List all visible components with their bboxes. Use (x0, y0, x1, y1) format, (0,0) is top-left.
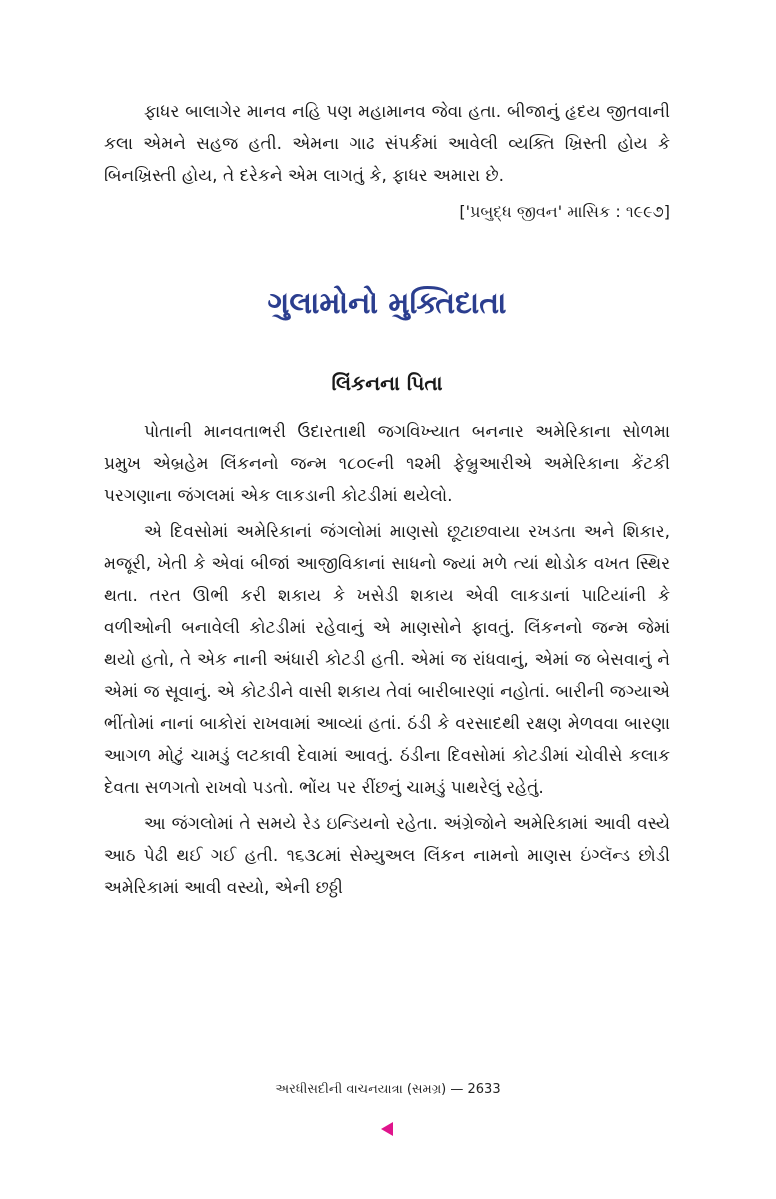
citation: ['પ્રબુદ્ધ જીવન' માસિક : ૧૯૯૭] (459, 202, 670, 221)
intro-paragraph: ફાધર બાલાગેર માનવ નહિ પણ મહામાનવ જેવા હતા. બીજાનું હૃદય જીતવાની કલા એમને સહજ હતી. એમના ગાઢ સંપર્કમાં આવેલી વ્યક્તિ ખ્રિસ્તી હોય કે બિનખ્રિસ્તી હોય, તે દરેકને એમ લાગતું કે, ફાધર અમારા છે. (104, 102, 670, 186)
chapter-body (104, 416, 670, 904)
chapter-title: ગુલામોનો મુક્તિદાતા (267, 286, 507, 321)
body-paragraph: એ દિવસોમાં અમેરિકાનાં જંગલોમાં માણસો છૂટાછવાયા રખડતા અને શિકાર, મજૂરી, ખેતી કે એવાં બીજાં આજીવિકાનાં સાધનો જ્યાં મળે ત્યાં થોડોક વખત સ્થિર થતા. તરત ઊભી કરી શકાય કે ખસેડી શકાય એવી લાકડાનાં પાટિયાંની કે વળીઓની બનાવેલી કોટડીમાં રહેવાનું એ માણસોને ફાવતું. લિંકનનો જન્મ જેમાં થયો હતો, તે એક નાની અંધારી કોટડી હતી. એમાં જ રાંધવાનું, એમાં જ બેસવાનું ને એમાં જ સૂવાનું. એ કોટડીને વાસી શકાય તેવાં બારીબારણાં નહોતાં. બારીની જગ્યાએ ભીંતોમાં નાનાં બાકોરાં રાખવામાં આવ્યાં હતાં. ઠંડી કે વરસાદથી રક્ષણ મેળવવા બારણા આગળ મોટું ચામડું લટકાવી દેવામાં આવતું. ઠંડીના દિવસોમાં કોટડીમાં ચોવીસે કલાક દેવતા સળગતો રાખવો પડતો. ભોંય પર રીંછનું ચામડું પાથરેલું રહેતું. (104, 522, 670, 798)
body-paragraph: પોતાની માનવતાભરી ઉદારતાથી જગવિખ્યાત બનનાર અમેરિકાના સોળમા પ્રમુખ એબ્રહેમ લિંકનનો જન્મ ૧૮૦૯ની ૧૨મી ફેબ્રુઆરીએ અમેરિકાના કેંટકી પરગણાના જંગલમાં એક લાકડાની કોટડીમાં થયેલો. (104, 422, 670, 506)
page-footer: અરધીસદીની વાચનયાત્રા (સમગ્ર) — 2633 (275, 1082, 501, 1097)
page-content (104, 96, 670, 904)
previous-page-arrow-icon[interactable] (381, 1122, 393, 1136)
section-heading: લિંકનના પિતા (331, 371, 443, 395)
body-paragraph: આ જંગલોમાં તે સમયે રેડ ઇન્ડિયનો રહેતા. અંગ્રેજોને અમેરિકામાં આવી વસ્યે આઠ પેઢી થઈ ગઈ હતી. ૧૬૩૮માં સેમ્યુઅલ લિંકન નામનો માણસ ઇંગ્લૅન્ડ છોડી અમેરિકામાં આવી વસ્યો, એની છઠ્ઠી (104, 814, 670, 898)
